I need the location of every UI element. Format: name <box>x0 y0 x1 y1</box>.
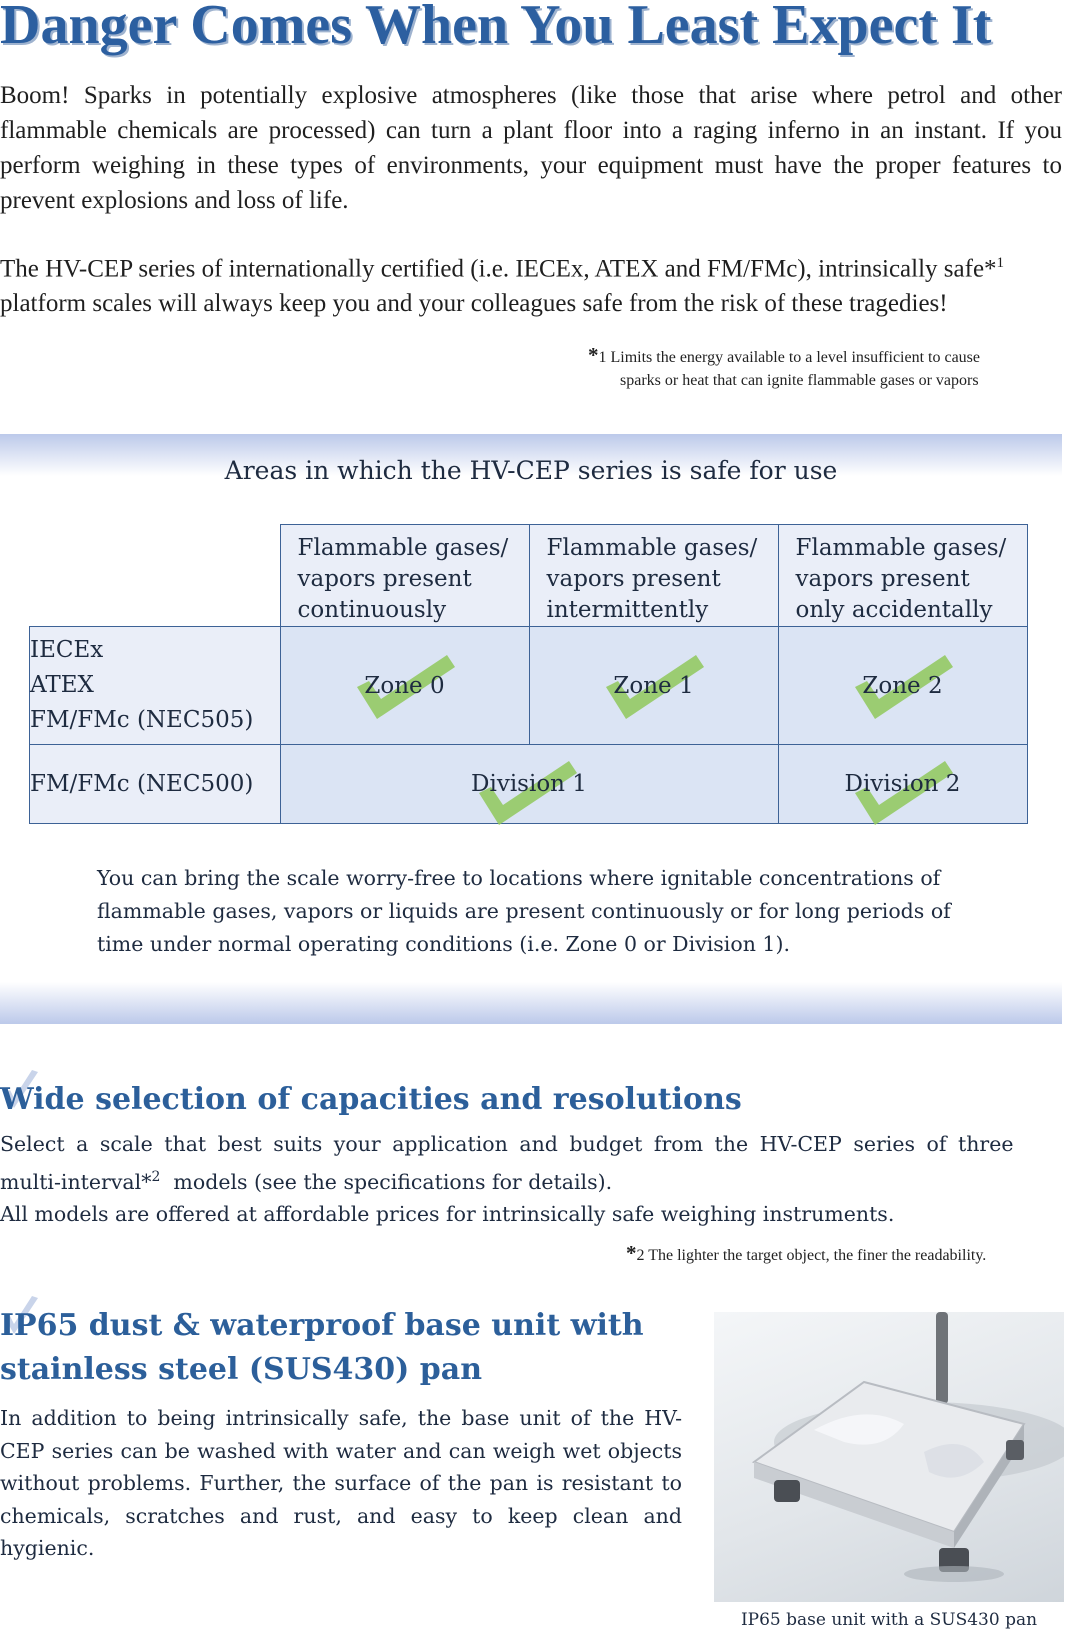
zone-1-cell <box>529 627 778 745</box>
division-2-cell <box>778 745 1027 824</box>
row-standard-nec500: FM/FMc (NEC500) <box>30 745 281 824</box>
zone-1-label: Zone 1 <box>613 672 694 699</box>
intro-paragraph-2: The HV-CEP series of internationally certified (i.e. IECEx, ATEX and FM/FMc), intrinsically safe*$^1$ platform scales will always keep you and your colleagues safe from the risk of these tragedies! <box>0 255 1005 318</box>
division-2-label: Division 2 <box>844 771 961 797</box>
zone-2-label: Zone 2 <box>862 672 943 699</box>
header-continuous: Flammable gases/ vapors present continuously <box>280 525 529 627</box>
zones-table <box>29 524 1028 824</box>
band-bottom <box>0 982 1062 1024</box>
footnote-2: *2 The lighter the target object, the finer the readability. <box>626 1241 987 1265</box>
intro-paragraph-1: Boom! Sparks in potentially explosive atmospheres (like those that arise where petrol and other flammable chemicals are processed) can turn a plant floor into a raging inferno in an instant. If you perform weighing in these types of environments, your equipment must have the proper features to prevent explosions and loss of life. <box>0 82 1062 214</box>
header-intermittent: Flammable gases/ vapors present intermittently <box>529 525 778 627</box>
row-standards-nec505: IECEx ATEX FM/FMc (NEC505) <box>30 627 281 745</box>
footnote-1: *1 Limits the energy available to a level insufficient to cause sparks or heat that can ignite flammable gases or vapors <box>588 343 981 389</box>
zone-0-cell <box>280 627 529 745</box>
page-headline: Danger Comes When You Least Expect It <box>0 0 992 56</box>
zones-note: You can bring the scale worry-free to locations where ignitable concentrations of flammable gases, vapors or liquids are present continuously or for long periods of time under normal operating conditions (i.e. Zone 0 or Division 1). <box>97 866 951 956</box>
division-1-label: Division 1 <box>471 771 587 797</box>
section-capacities-title: Wide selection of capacities and resolutions <box>0 1082 742 1117</box>
header-accidental: Flammable gases/ vapors present only accidentally <box>778 525 1027 627</box>
scale-illustration <box>714 1312 1064 1602</box>
section-ip65-body: In addition to being intrinsically safe, the base unit of the HV-CEP series can be washed with water and can weigh wet objects without problems. Further, the surface of the pan is resistant to chemicals, scratches and rust, and easy to keep clean and hygienic. <box>0 1406 682 1560</box>
product-photo <box>714 1312 1064 1602</box>
zones-table-title: Areas in which the HV-CEP series is safe for use <box>224 456 838 485</box>
photo-caption: IP65 base unit with a SUS430 pan <box>740 1610 1038 1630</box>
section-capacities-body: Select a scale that best suits your application and budget from the HV-CEP series of three multi-interval*$^2$ models (see the specifications for details). All models are offered at affordable prices for intrinsically safe weighing instruments. <box>0 1132 1014 1226</box>
zone-0-label: Zone 0 <box>364 672 445 699</box>
zone-2-cell <box>778 627 1027 745</box>
division-1-cell <box>280 745 778 824</box>
section-ip65-title: IP65 dust & waterproof base unit with stainless steel (SUS430) pan <box>0 1308 644 1387</box>
